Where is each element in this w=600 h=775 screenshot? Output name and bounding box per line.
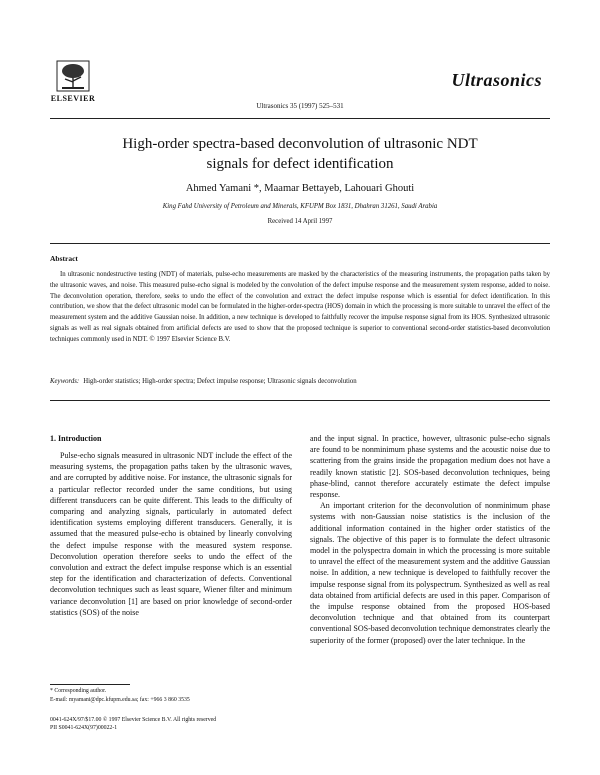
- abstract-heading: Abstract: [50, 254, 78, 263]
- abstract-text: In ultrasonic nondestructive testing (NDT) of materials, pulse-echo measurements are masked by the characteristics of the measuring instruments, the propagation paths taken by the ultrasonic waves, and noise. This measured pulse-echo signal is modeled by the convolution of the defect impulse response and the measurement system response, added to noise. The deconvolution operation, therefore, seeks to undo the effect of the convolution and extract the defect impulse response which is essential for defect identification. In this contribution, we show that the defect ultrasonic model can be formulated in the higher-order-spectra (HOS) domain in which the processing is more suitable to unravel the effect of the measurement system and the additive Gaussian noise. In addition, a new technique is developed to faithfully recover the impulse response signal from its HOS. Synthesized ultrasonic signals as well as real signals obtained from artificial defects are used to show that the proposed technique is superior to conventional second-order statistics-based deconvolution techniques commonly used in NDT. © 1997 Elsevier Science B.V.: [50, 271, 550, 343]
- intro-paragraph: and the input signal. In practice, however, ultrasonic pulse-echo signals are found to be nonminimum phase systems and the acoustic noise due to scattering from the grains inside the propagation medium does not have a readily known statistic [2]. SOS-based deconvolution techniques, being phase-blind, cannot therefore accurately estimate the defect impulse response.: [310, 434, 550, 500]
- author-list: Ahmed Yamani *, Maamar Bettayeb, Lahouari Ghouti: [185, 183, 415, 194]
- footnote-rule: [50, 684, 130, 685]
- keywords-text: High-order statistics; High-order spectra; Defect impulse response; Ultrasonic signals deconvolution: [83, 378, 357, 385]
- keywords-bottom-rule: [50, 400, 550, 401]
- abstract-top-rule: [50, 243, 550, 244]
- keywords: [50, 378, 550, 385]
- copyright-notice: [50, 716, 300, 732]
- header-rule: [50, 118, 550, 119]
- title-line-2: signals for defect identification: [206, 156, 394, 172]
- intro-left-column: Pulse-echo signals measured in ultrasonic NDT include the effect of the measuring systems, the propagation paths taken by the ultrasonic waves, and are corrupted by additive noise. For instance, the ultrasonic signals for a particular reflector recorded under the same conditions, but using different transducers can be quite different. This leads to the difficulty of comparing and analyzing signals, particularly in automated defect identification systems employing different transducers. Generally, it is assumed that the measured pulse-echo is obtained by linearly convolving the defect impulse response with the measured system response. Deconvolution operation therefore seeks to undo the effect of the convolution and extract the defect impulse response which is an essential step for the identification and characterization of defects. Conventional deconvolution techniques such as least square, Wiener filter and minimum variance deconvolution [1] are based on prior knowledge of second-order statistics (SOS) of the noise: [50, 451, 292, 617]
- journal-citation: Ultrasonics 35 (1997) 525–531: [256, 102, 344, 110]
- affiliation: King Fahd University of Petroleum and Minerals, KFUPM Box 1831, Dhahran 31261, Saudi Arabia: [162, 203, 438, 210]
- received-date: Received 14 April 1997: [267, 218, 333, 225]
- corresponding-author-note: * Corresponding author.: [50, 688, 107, 694]
- copyright-line: 0041-624X/97/$17.00 © 1997 Elsevier Science B.V. All rights reserved: [50, 717, 217, 723]
- section-heading-introduction: 1. Introduction: [50, 434, 102, 443]
- email-note: E-mail: myamani@dpc.kfupm.edu.sa; fax: +966 3 860 3535: [50, 697, 190, 703]
- intro-paragraph: An important criterion for the deconvolution of nonminimum phase systems with non-Gaussian noise statistics is the inclusion of the additional information contained in the higher order statistics of the signals. The objective of this paper is to formulate the defect ultrasonic model in the polyspectra domain in which the processing is more suitable to unravel the effect of the measurement system and the additive Gaussian noise. In addition, a new technique is developed to faithfully recover the impulse response signal from its polyspectrum. Synthesized as well as real data obtained from artificial defects are used in this paper. Comparison of the impulse response obtained from the proposed HOS-based deconvolution technique and that obtained from its counterpart conventional SOS-based deconvolution technique demonstrates clearly the superiority of the former (proposed) over the later technique. In the: [310, 501, 550, 645]
- journal-brand: Ultrasonics: [451, 70, 542, 90]
- publisher-name: ELSEVIER: [50, 94, 96, 103]
- pii-line: PII S0041-624X(97)00022-1: [50, 725, 118, 731]
- title-line-1: High-order spectra-based deconvolution of ultrasonic NDT: [122, 136, 478, 152]
- keywords-label: Keywords:: [50, 378, 80, 385]
- paper-title: [60, 134, 540, 174]
- intro-right-column: [310, 433, 550, 646]
- elsevier-tree-icon: [56, 60, 90, 92]
- elsevier-logo: [50, 60, 96, 106]
